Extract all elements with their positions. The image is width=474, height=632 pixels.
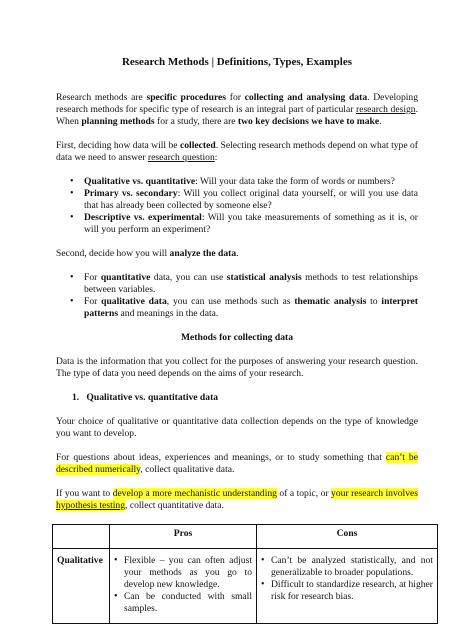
pros-list <box>114 555 252 615</box>
text-run: . Developing research methods for specific type of research is an integral part of particular <box>56 92 419 115</box>
bold-run: analyze the data <box>169 248 237 259</box>
text-run: for <box>226 92 245 103</box>
bold-run: Qualitative vs. quantitative <box>84 176 196 187</box>
text-run: : Will you collect original data yourself, or will you use data that has already been collected by someone else? <box>84 188 418 211</box>
cons-cell <box>257 549 438 624</box>
text-run: to <box>366 296 382 307</box>
list-item: • Difficult to standardize research, at higher risk for research bias. <box>261 579 433 603</box>
document-title: Research Methods | Definitions, Types, Examples <box>121 56 353 68</box>
bold-run: planning methods <box>81 116 155 127</box>
text-run: Second, decide how you will <box>56 248 170 259</box>
choice-paragraph: Your choice of qualitative or quantitative data collection depends on the type of knowledge you want to develop. <box>56 416 418 439</box>
text-run: For questions about ideas, experiences and meanings, or to study something that <box>56 452 386 463</box>
text-run: methods to test relationships between variables. <box>84 272 418 295</box>
qualitative-paragraph <box>56 452 418 476</box>
bold-run: statistical analysis <box>226 272 302 283</box>
section-heading: Methods for collecting data <box>180 332 293 343</box>
list-item <box>82 296 418 320</box>
table-header-pros: Pros <box>110 525 257 549</box>
bold-run: quantitative <box>100 272 151 283</box>
table-header-empty <box>53 525 110 549</box>
analysis-list <box>56 272 418 320</box>
text-run: First, deciding how data will be <box>56 140 180 151</box>
text-run: Research methods are <box>56 92 147 103</box>
cons-list <box>261 555 433 603</box>
list-item: • Can be conducted with small samples. <box>114 591 252 615</box>
text-run: . <box>236 248 239 259</box>
quantitative-paragraph <box>56 488 418 512</box>
heading-number: 1. <box>72 392 80 403</box>
data-definition-paragraph: Data is the information that you collect for the purposes of answering your research question. The type of data you need depends on the aims of your research. <box>56 356 418 379</box>
numbered-heading <box>56 392 418 404</box>
text-run: of a topic, or <box>276 488 332 499</box>
text-run: for a study, there are <box>154 116 238 127</box>
pros-cell <box>110 549 257 624</box>
list-item: • Can’t be analyzed statistically, and not generalizable to broader populations. <box>261 555 433 579</box>
bold-run: qualitative data <box>101 296 167 307</box>
decision-list <box>56 176 418 236</box>
heading-text: Qualitative vs. quantitative data <box>86 392 219 403</box>
pros-cons-table <box>52 524 438 624</box>
bold-run: interpret patterns <box>84 296 418 319</box>
research-design-link[interactable]: research design <box>356 104 416 115</box>
research-question-link[interactable]: research question <box>147 152 215 163</box>
text-run: For <box>84 272 101 283</box>
text-run: , you can use methods such as <box>166 296 295 307</box>
table-header-cons: Cons <box>257 525 438 549</box>
text-run: . Selecting research methods depend on what type of data we need to answer <box>56 140 418 163</box>
bold-run: collected <box>179 140 216 151</box>
bold-run: Primary vs. secondary <box>84 188 178 199</box>
list-item <box>82 272 418 296</box>
bold-run: two key decisions we have to make <box>237 116 380 127</box>
list-item <box>82 212 418 236</box>
table-header-row <box>53 525 438 549</box>
bold-run: collecting and analysing data <box>244 92 368 103</box>
first-decision-paragraph <box>56 140 418 164</box>
text-run: , collect quantitative data. <box>125 500 224 511</box>
text-run: and meanings in the data. <box>118 308 219 319</box>
highlighted-run: can’t be described numerically <box>56 452 418 475</box>
highlighted-run: your research involves <box>331 488 418 499</box>
text-run: : <box>214 152 218 163</box>
second-decision-paragraph <box>56 248 418 260</box>
bold-run: Descriptive vs. experimental <box>84 212 202 223</box>
text-run: For <box>84 296 102 307</box>
bold-run: specific procedures <box>146 92 227 103</box>
text-run: : Will your data take the form of words or numbers? <box>195 176 395 187</box>
bold-run: thematic analysis <box>294 296 367 307</box>
text-run: : Will you take measurements of something as it is, or will you perform an experiment? <box>84 212 418 235</box>
list-item: • Flexible – you can often adjust your methods as you go to develop new knowledge. <box>114 555 252 591</box>
list-item <box>82 188 418 212</box>
row-label: Qualitative <box>53 549 110 624</box>
text-run: data, you can use <box>150 272 227 283</box>
list-item <box>82 176 418 188</box>
text-run: . <box>379 116 382 127</box>
table-row <box>53 549 438 624</box>
hypothesis-testing-link[interactable]: hypothesis testing <box>56 500 126 511</box>
intro-paragraph <box>56 92 418 128</box>
text-run: , collect qualitative data. <box>140 464 235 475</box>
text-run: If you want to <box>56 488 113 499</box>
text-run: . When <box>56 104 418 127</box>
highlighted-run: develop a more mechanistic understanding <box>112 488 277 499</box>
